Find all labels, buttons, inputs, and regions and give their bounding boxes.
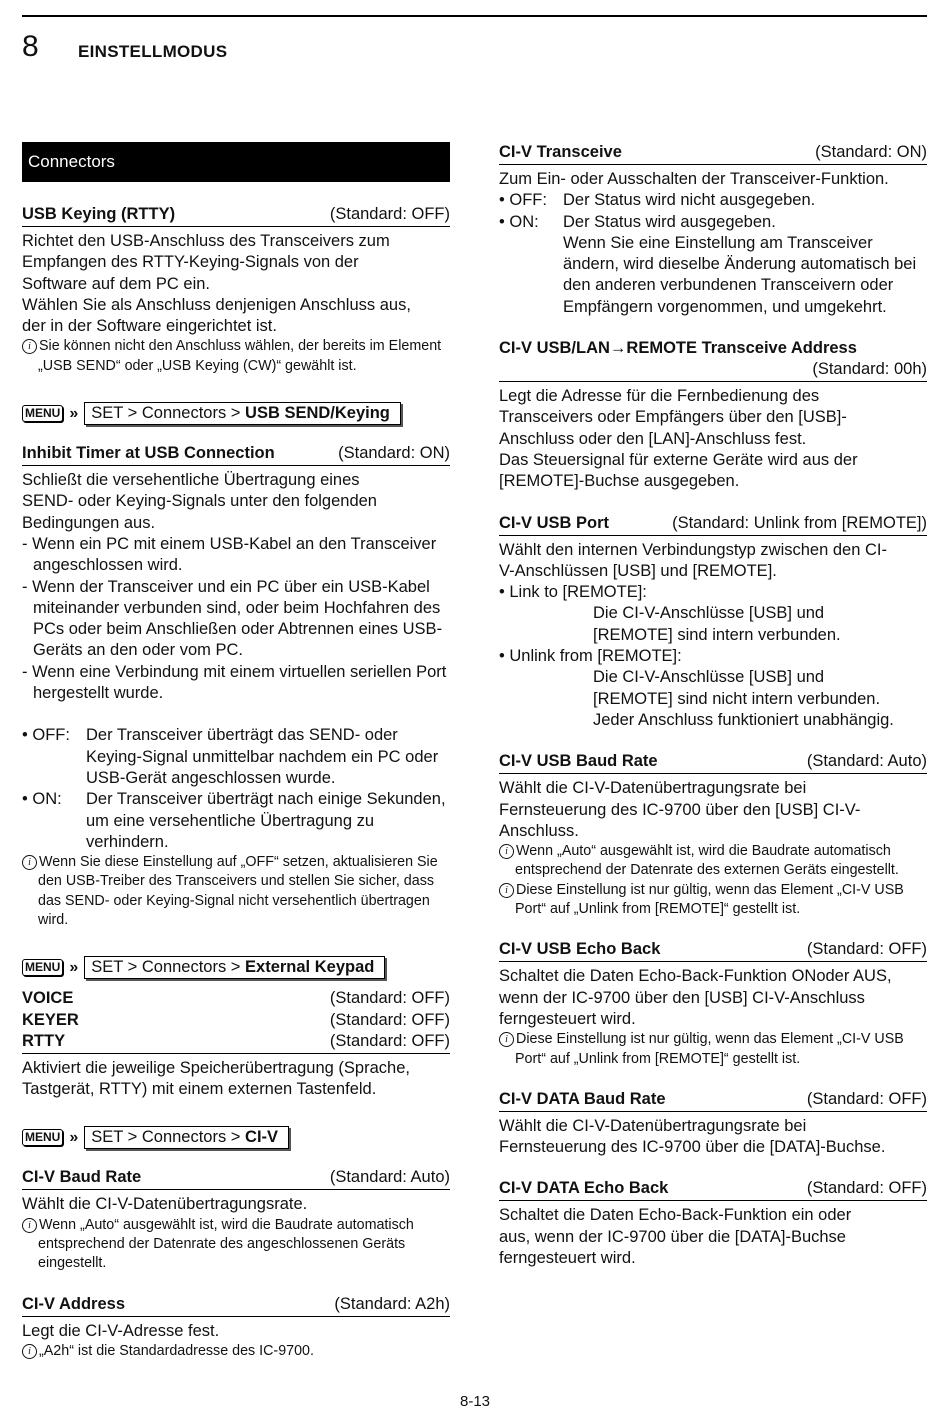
menu-key-icon: MENU — [22, 405, 63, 422]
text-line: Wählen Sie als Anschluss denjenigen Anschluss aus, — [22, 295, 411, 314]
option-on — [499, 212, 927, 318]
civ-address-item — [22, 1294, 450, 1362]
option-text: [REMOTE] sind nicht intern verbunden. — [593, 689, 881, 708]
item-header — [22, 1167, 450, 1190]
item-name: VOICE — [22, 989, 74, 1008]
text-line: ferngesteuert wird. — [499, 1009, 636, 1028]
option-text: Jeder Anschluss funktioniert unabhängig. — [593, 710, 894, 729]
page-number: 8-13 — [459, 1393, 491, 1410]
note-text: Wenn Sie diese Einstellung auf „OFF“ setzen, aktualisieren Sie den USB-Treiber des Transceivers und stellen Sie sicher, dass das SEND- oder Keying-Signal nicht versehentlich übertragen wird. — [38, 854, 438, 929]
item-name: CI-V USB Baud Rate — [499, 752, 658, 771]
info-icon: i — [22, 1218, 37, 1233]
option-key: • ON: — [499, 212, 539, 231]
note — [499, 1030, 927, 1069]
text-line: Fernsteuerung des IC-9700 über die [DATA]-Buchse. — [499, 1138, 886, 1157]
section-title: Connectors — [22, 142, 450, 182]
menu-path-text: SET > Connectors > — [91, 958, 246, 977]
menu-path-text: SET > Connectors > — [91, 404, 246, 423]
inhibit-timer-item — [22, 443, 450, 930]
right-column — [499, 142, 927, 1269]
item-name: CI-V DATA Echo Back — [499, 1179, 669, 1198]
menu-path-target: CI-V — [245, 1128, 279, 1147]
item-default: (Standard: OFF) — [329, 1032, 450, 1051]
item-text: Zum Ein- oder Ausschalten der Transceiver-Funktion. — [499, 170, 889, 188]
text-line: Software auf dem PC ein. — [22, 274, 211, 293]
menu-path — [22, 402, 450, 425]
external-keypad-item — [22, 988, 450, 1100]
option-text: Der Transceiver überträgt das SEND- oder Keying-Signal unmittelbar nachdem ein PC oder USB-Gerät angeschlossen wurde. — [86, 726, 439, 787]
text-line: Das Steuersignal für externe Geräte wird aus der — [499, 450, 858, 469]
text-line: SEND- oder Keying-Signals unter den folgenden — [22, 492, 377, 511]
text-line: Wählt die CI-V-Datenübertragungsrate bei — [499, 1116, 807, 1135]
menu-path-text: SET > Connectors > — [91, 1128, 246, 1147]
text-line: Fernsteuerung des IC-9700 über den [USB] CI-V- — [499, 800, 861, 819]
item-name: USB Keying (RTTY) — [22, 205, 176, 223]
text-line: Transceivers oder Empfängers über den [USB]- — [499, 408, 847, 427]
item-name: Inhibit Timer at USB Connection — [22, 444, 275, 463]
menu-path — [22, 1126, 450, 1149]
text-line: Anschluss oder den [LAN]-Anschluss fest. — [499, 429, 807, 448]
text-line: Anschluss. — [499, 821, 579, 840]
civ-data-baud-item — [499, 1089, 927, 1159]
option-on — [22, 789, 450, 853]
item-name: CI-V DATA Baud Rate — [499, 1089, 666, 1108]
usb-keying-item — [22, 204, 450, 376]
text-line: Bedingungen aus. — [22, 513, 156, 532]
chapter-number: 8 — [22, 30, 39, 63]
item-default: (Standard: OFF) — [329, 1010, 450, 1029]
item-default: (Standard: ON) — [338, 444, 450, 463]
item-header — [22, 204, 450, 227]
info-icon: i — [499, 883, 514, 898]
civ-usb-port-item — [499, 513, 927, 732]
note-text: Wenn „Auto“ ausgewählt ist, wird die Baudrate automatisch entsprechend der Datenrate des externen Geräts eingestellt. — [515, 843, 899, 879]
item-header — [499, 513, 927, 536]
text-line: der in der Software eingerichtet ist. — [22, 317, 277, 336]
menu-path-target: USB SEND/Keying — [245, 404, 390, 423]
dash-item: - Wenn ein PC mit einem USB-Kabel an den Transceiver angeschlossen wird. — [22, 534, 437, 575]
item-text: Aktiviert die jeweilige Speicherübertragung (Sprache, Tastgerät, RTTY) mit einem externen Tastenfeld. — [22, 1058, 410, 1099]
note — [22, 1216, 450, 1274]
item-default: (Standard: OFF) — [806, 1179, 927, 1198]
text-line: Schaltet die Daten Echo-Back-Funktion ein oder — [499, 1206, 852, 1225]
note-text: Wenn „Auto“ ausgewählt ist, wird die Baudrate automatisch entsprechend der Datenrate des angeschlossenen Geräts eingestellt. — [38, 1216, 414, 1272]
civ-baud-rate-item — [22, 1167, 450, 1273]
option-text: [REMOTE] sind intern verbunden. — [593, 625, 841, 644]
text-line: V-Anschlüssen [USB] und [REMOTE]. — [499, 561, 777, 580]
menu-path — [22, 956, 450, 979]
option-key: • Unlink from [REMOTE]: — [499, 647, 682, 666]
item-header — [499, 338, 927, 382]
dash-item: - Wenn der Transceiver und ein PC über ein USB-Kabel miteinander verbunden sind, oder beim Hochfahren des PCs oder beim Anschließen oder Abtrennen eines USB-Geräts an den oder vom PC. — [22, 577, 443, 660]
civ-transceive-item — [499, 142, 927, 318]
item-header — [499, 939, 927, 962]
note-text: Sie können nicht den Anschluss wählen, der bereits im Element „USB SEND“ oder „USB Keying (CW)“ gewählt ist. — [38, 338, 442, 374]
item-header — [22, 443, 450, 466]
keypad-row — [22, 988, 450, 1010]
option-key: • ON: — [22, 790, 62, 809]
info-icon: i — [22, 339, 37, 354]
double-chevron-icon: » — [69, 404, 79, 422]
option-text: Die CI-V-Anschlüsse [USB] und — [593, 604, 825, 623]
item-default: (Standard: Auto) — [329, 1168, 450, 1187]
double-chevron-icon: » — [69, 1128, 79, 1146]
option-key: • Link to [REMOTE]: — [499, 583, 647, 602]
item-name: CI-V USB/LAN→REMOTE Transceive Address — [499, 339, 857, 358]
menu-path-box — [84, 402, 401, 425]
info-icon: i — [499, 1032, 514, 1047]
item-header — [499, 142, 927, 165]
keypad-row — [22, 1010, 450, 1032]
item-header — [499, 751, 927, 774]
text-line: Empfangen des RTTY-Keying-Signals von der — [22, 253, 359, 272]
item-default: (Standard: OFF) — [329, 205, 450, 223]
item-default: (Standard: Unlink from [REMOTE]) — [672, 513, 927, 532]
note — [22, 853, 450, 930]
civ-usb-baud-item — [499, 751, 927, 919]
note-text: Diese Einstellung ist nur gültig, wenn das Element „CI-V USB Port“ auf „Unlink from [REMOTE]“ gestellt ist. — [515, 881, 904, 918]
text-line: Wählt den internen Verbindungstyp zwischen den CI- — [499, 540, 887, 559]
item-name: CI-V USB Echo Back — [499, 940, 661, 959]
option-off — [499, 190, 927, 211]
item-name: CI-V USB Port — [499, 513, 610, 532]
dash-item: - Wenn eine Verbindung mit einem virtuellen seriellen Port hergestellt wurde. — [22, 662, 447, 703]
item-header — [22, 988, 450, 1054]
option-key: • OFF: — [499, 191, 547, 210]
text-line: Wählt die CI-V-Datenübertragungsrate bei — [499, 779, 807, 798]
info-icon: i — [22, 855, 37, 870]
item-name: CI-V Transceive — [499, 143, 622, 161]
option-text-main: Der Status wird ausgegeben. — [563, 212, 776, 231]
menu-path-box — [84, 956, 385, 979]
option-text — [563, 212, 927, 318]
menu-key-icon: MENU — [22, 1129, 63, 1146]
option-key: • OFF: — [22, 726, 70, 745]
text-line: wenn der IC-9700 über den [USB] CI-V-Anschluss — [499, 988, 865, 1007]
option-text-more: Wenn Sie eine Einstellung am Transceiver ändern, wird dieselbe Änderung automatisch bei den anderen verbundenen Transceivern oder Empfängern vorgenommen, und umgekehrt. — [563, 233, 917, 316]
info-icon: i — [499, 844, 514, 859]
note — [22, 337, 450, 376]
option-text: Der Status wird nicht ausgegeben. — [563, 191, 816, 210]
keypad-row — [22, 1031, 450, 1053]
item-name: KEYER — [22, 1010, 79, 1029]
civ-usb-echo-item — [499, 939, 927, 1068]
item-text: Wählt die CI-V-Datenübertragungsrate. — [22, 1195, 308, 1214]
item-default: (Standard: OFF) — [806, 1089, 927, 1108]
item-text: Legt die CI-V-Adresse fest. — [22, 1321, 220, 1340]
item-name: CI-V Address — [22, 1294, 125, 1313]
left-column — [22, 142, 450, 1361]
remote-address-item — [499, 338, 927, 492]
item-name: RTTY — [22, 1032, 66, 1051]
header-rule — [22, 15, 927, 17]
menu-path-box — [84, 1126, 289, 1149]
text-line: aus, wenn der IC-9700 über die [DATA]-Buchse — [499, 1227, 846, 1246]
note-text: Diese Einstellung ist nur gültig, wenn das Element „CI-V USB Port“ auf „Unlink from [REMOTE]“ gestellt ist. — [515, 1031, 904, 1067]
option-text: Die CI-V-Anschlüsse [USB] und — [593, 668, 825, 687]
civ-data-echo-item — [499, 1178, 927, 1269]
double-chevron-icon: » — [69, 958, 79, 976]
note-text: „A2h“ ist die Standardadresse des IC-9700. — [39, 1342, 314, 1359]
item-default: (Standard: 00h) — [812, 360, 927, 379]
text-line: Schließt die versehentliche Übertragung eines — [22, 471, 360, 490]
option-text: Der Transceiver überträgt nach einige Sekunden, um eine versehentliche Übertragung zu verhindern. — [86, 790, 446, 851]
item-default: (Standard: A2h) — [334, 1294, 450, 1313]
menu-path-target: External Keypad — [245, 958, 375, 977]
text-line: Schaltet die Daten Echo-Back-Funktion ONoder AUS, — [499, 967, 892, 986]
text-line: ferngesteuert wird. — [499, 1248, 636, 1267]
menu-key-icon: MENU — [22, 959, 63, 976]
item-header — [499, 1089, 927, 1112]
text-line: [REMOTE]-Buchse ausgegeben. — [499, 472, 740, 491]
item-default: (Standard: OFF) — [806, 940, 927, 959]
note — [22, 1342, 450, 1361]
item-default: (Standard: ON) — [815, 143, 927, 161]
item-name: CI-V Baud Rate — [22, 1168, 142, 1187]
text-line: Richtet den USB-Anschluss des Transceivers zum — [22, 232, 390, 250]
info-icon: i — [22, 1344, 37, 1359]
option-off — [22, 725, 450, 789]
chapter-title: EINSTELLMODUS — [78, 42, 228, 61]
item-default: (Standard: OFF) — [329, 989, 450, 1008]
item-header — [499, 1178, 927, 1201]
item-header — [22, 1294, 450, 1317]
item-default: (Standard: Auto) — [806, 752, 927, 771]
text-line: Legt die Adresse für die Fernbedienung des — [499, 387, 820, 406]
note — [499, 842, 927, 881]
note — [499, 881, 927, 920]
